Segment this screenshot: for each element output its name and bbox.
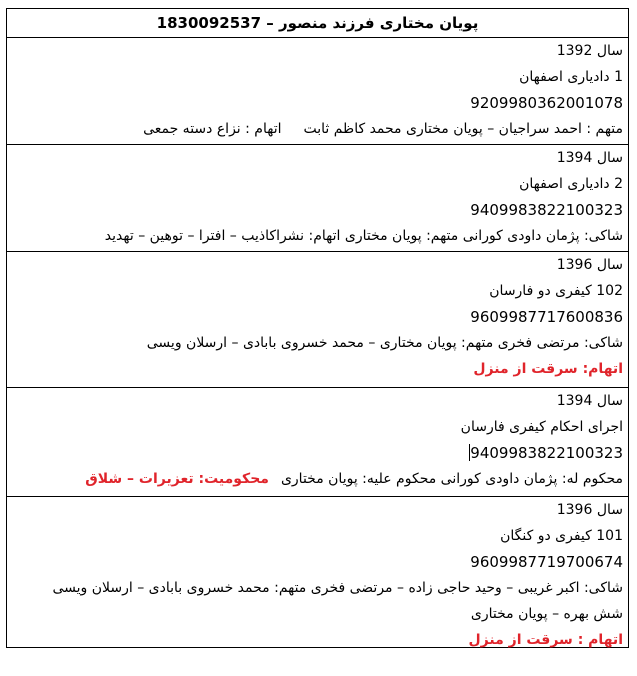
case-number: 9409983822100323: [470, 201, 623, 219]
case-parties-line-1: شاکی: اکبر غریبی – وحید حاجی زاده – مرتضی فخری متهم: محمد خسروی بابادی – ارسلان ویسی: [52, 580, 623, 596]
header-national-id: 1830092537: [156, 14, 262, 32]
case-parties-line-2: شش بهره – پویان مختاری: [470, 606, 623, 622]
case-record-4: [7, 388, 628, 497]
case-charge: اتهام : سرقت از منزل: [468, 632, 623, 648]
header-name: پویان مختاری فرزند منصور: [279, 14, 479, 32]
case-year: سال 1394: [556, 150, 623, 166]
case-number: 9409983822100323: [470, 444, 623, 462]
case-record-1: [7, 38, 628, 145]
case-branch: 1 دادیاری اصفهان: [519, 69, 623, 85]
case-charge: اتهام : نزاع دسته جمعی: [143, 121, 282, 137]
case-charge: اتهام: سرقت از منزل: [473, 361, 623, 377]
case-parties: محکوم له: پژمان داودی کورانی محکوم علیه: پویان مختاری: [280, 471, 623, 487]
case-record-5: [7, 497, 628, 647]
case-parties: شاکی: پژمان داودی کورانی متهم: پویان مختاری اتهام: نشراکاذیب – افترا – توهین – تهدید: [104, 228, 623, 244]
header-separator: –: [266, 14, 274, 32]
case-number: 9609987719700674: [470, 553, 623, 571]
case-year: سال 1396: [556, 502, 623, 518]
case-accused: متهم : احمد سراجیان – پویان مختاری محمد کاظم ثابت: [303, 121, 623, 137]
case-record-2: [7, 145, 628, 252]
case-branch: 2 دادیاری اصفهان: [519, 176, 623, 192]
case-branch: اجرای احکام کیفری فارسان: [460, 419, 623, 435]
case-branch: 101 کیفری دو کنگان: [500, 528, 623, 544]
case-verdict: محکومیت: تعزیرات – شلاق: [85, 471, 269, 487]
case-number: 9609987717600836: [470, 308, 623, 326]
case-number-line: [11, 440, 623, 466]
case-branch: 102 کیفری دو فارسان: [489, 283, 623, 299]
case-number: 9209980362001078: [470, 94, 623, 112]
case-history-table: [6, 8, 629, 648]
case-parties-line: [11, 466, 623, 492]
case-year: سال 1394: [556, 393, 623, 409]
case-record-3: [7, 252, 628, 388]
case-year: سال 1392: [556, 43, 623, 59]
document-header: [7, 9, 628, 38]
case-year: سال 1396: [556, 257, 623, 273]
case-parties: شاکی: مرتضی فخری متهم: پویان مختاری – محمد خسروی بابادی – ارسلان ویسی: [146, 335, 623, 351]
case-parties-line: [11, 116, 623, 142]
